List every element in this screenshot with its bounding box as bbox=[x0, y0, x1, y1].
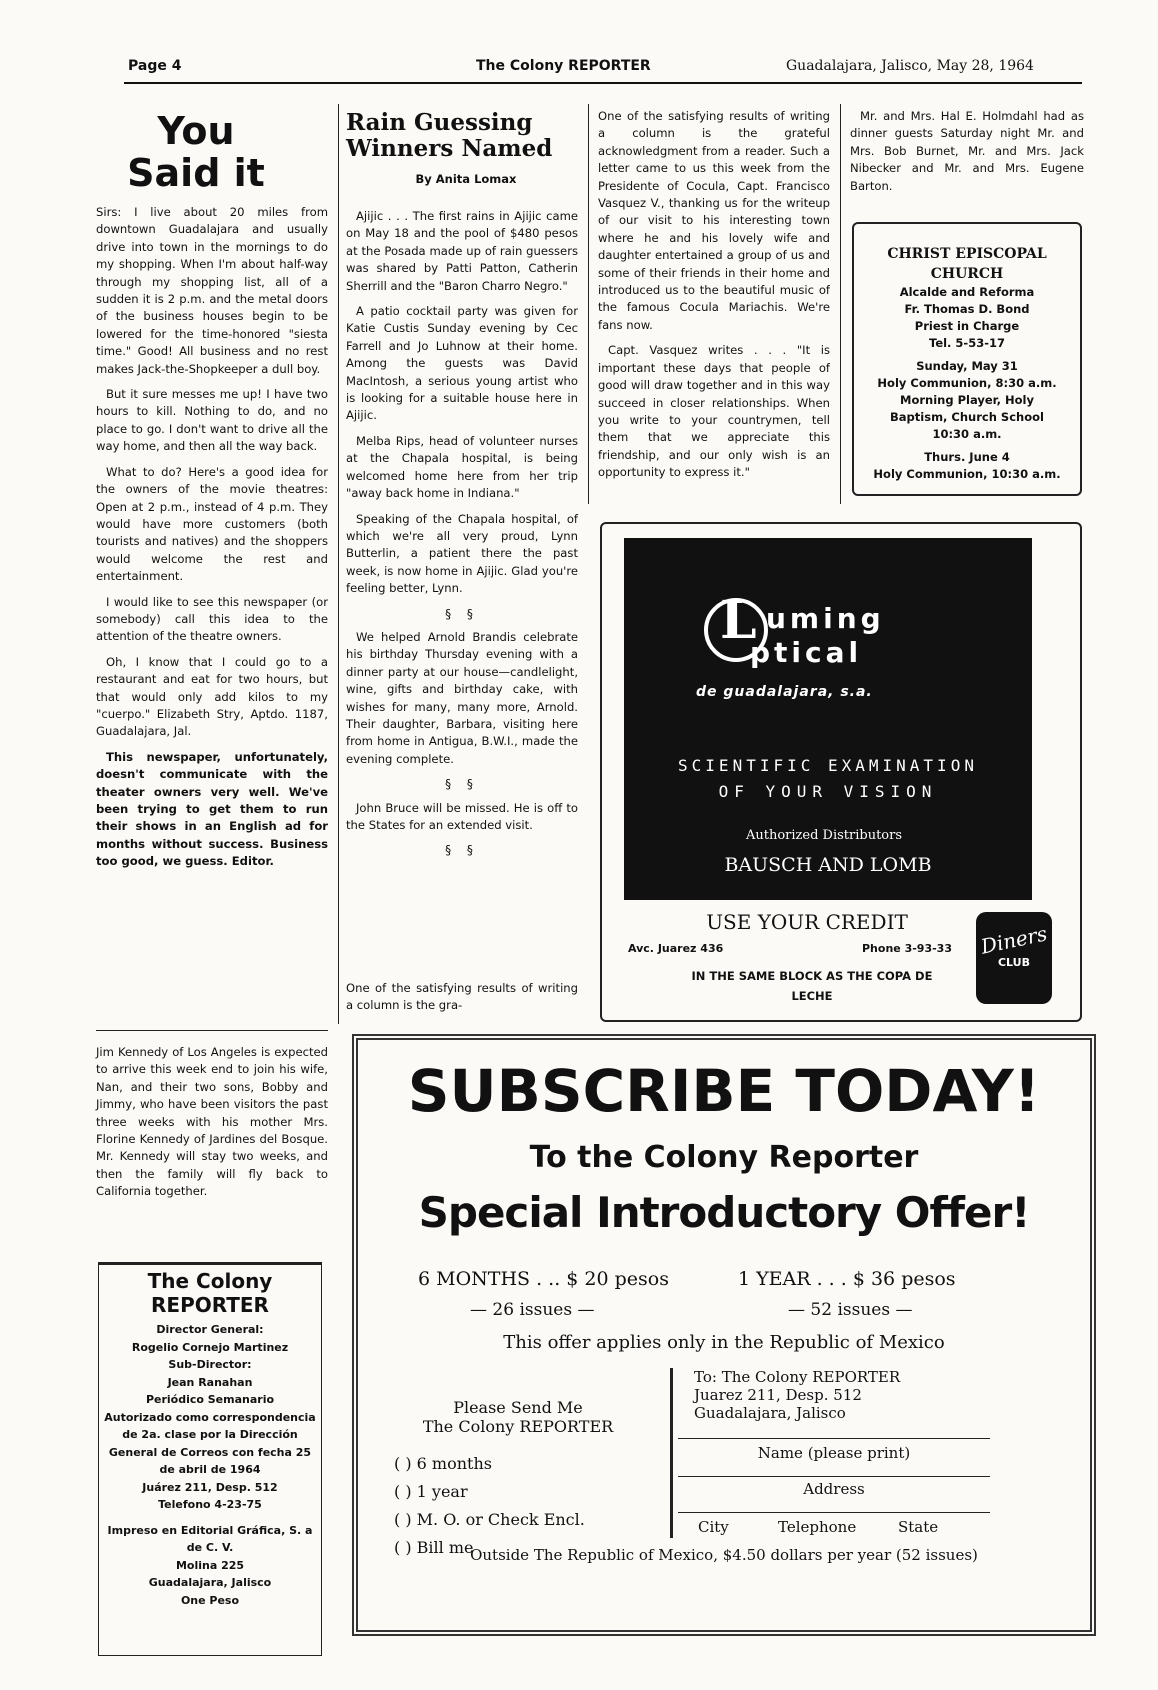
diners-text: Diners bbox=[978, 921, 1050, 959]
offer-applies: This offer applies only in the Republic of Mexico bbox=[503, 1332, 945, 1353]
ad-address: Avc. Juarez 436 bbox=[628, 942, 724, 955]
authorized: Authorized Distributors bbox=[745, 828, 903, 843]
column-rule bbox=[338, 104, 339, 1024]
church-service3: Holy Communion, 10:30 a.m. bbox=[873, 467, 1061, 481]
rain-p5: We helped Arnold Brandis celebrate his birthday Thursday evening with a dinner party at our house—candlelight, wine, gifts and birthday cake, with wishes for many, many more, Arnold. Their daughter, Barbara, visiting here from home in Antigua, B.W.I., made the evening complete. bbox=[346, 629, 578, 766]
masthead-line: Periódico Semanario bbox=[145, 1393, 275, 1406]
rain-p8: Capt. Vasquez writes . . . "It is important these days that people of good will draw together and in this way succeed in closer relationships. When you write to your countrymen, tell them that we appreciate this friendship, and our only wish is an opportunity to express it." bbox=[598, 343, 830, 480]
paper-name: The Colony REPORTER bbox=[476, 58, 651, 74]
rain-column-continued bbox=[346, 980, 578, 1016]
masthead-line: Autorizado como correspondencia de 2a. clase por la Dirección General de Correos con fecha 25 de abril de 1964 bbox=[104, 1410, 316, 1476]
column-rule bbox=[840, 104, 841, 504]
subscribe-box bbox=[352, 1034, 1096, 1636]
rain-byline: By Anita Lomax bbox=[415, 172, 517, 186]
rain-p4: Speaking of the Chapala hospital, of which we're all very proud, Lynn Butterlin, a patient there the past week, is now home in Ajijic. Glad you're feeling better, Lynn. bbox=[346, 511, 578, 596]
optical-ad-black-panel bbox=[624, 538, 1032, 900]
masthead-line: Impreso en Editorial Gráfica, S. a de C. V. bbox=[107, 1523, 313, 1554]
send-line1: Please Send Me bbox=[453, 1398, 583, 1417]
rain-p6: John Bruce will be missed. He is off to the States for an extended visit. bbox=[346, 800, 578, 832]
special-offer: Special Introductory Offer! bbox=[418, 1188, 1030, 1237]
outside-mexico: Outside The Republic of Mexico, $4.50 dollars per year (52 issues) bbox=[470, 1546, 978, 1564]
to-line1: To: The Colony REPORTER bbox=[694, 1368, 901, 1386]
masthead-box bbox=[98, 1262, 322, 1656]
church-role: Priest in Charge bbox=[914, 319, 1020, 333]
to-line2: Juarez 211, Desp. 512 bbox=[694, 1386, 862, 1404]
church-address: Alcalde and Reforma bbox=[899, 285, 1035, 299]
title-line2: Said it bbox=[127, 151, 265, 195]
rain-p2: A patio cocktail party was given for Katie Custis Sunday evening by Cec Farrell and Jo Luhnow at their home. Among the guests was David MacIntosh, a serious young artist who is looking for a suitable house here in Ajijic. bbox=[346, 304, 578, 423]
title-line1: You bbox=[157, 109, 235, 153]
masthead-line: One Peso bbox=[180, 1593, 240, 1607]
issues-26: — 26 issues — bbox=[470, 1300, 595, 1320]
letter-p4: I would like to see this newspaper (or somebody) call this idea to the attention of the theatre owners. bbox=[96, 594, 328, 644]
letter-p1: Sirs: I live about 20 miles from downtown Guadalajara and usually drive into town in the mornings to do my shopping. When I'm about half-way through my shopping list, all of a sudden it is 2 p.m. and the metal doors of the business houses begin to be lowered for the time-honored "siesta time." Good! All business and no rest makes Jack-the-Shopkeeper a dull boy. bbox=[96, 205, 328, 376]
brand: BAUSCH AND LOMB bbox=[724, 854, 932, 876]
church-service1: Holy Communion, 8:30 a.m. bbox=[877, 376, 1057, 390]
option-1-year[interactable]: ( ) 1 year bbox=[394, 1482, 468, 1501]
masthead-line: Director General: bbox=[156, 1323, 264, 1336]
issues-52: — 52 issues — bbox=[788, 1300, 913, 1320]
to-line3: Guadalajara, Jalisco bbox=[694, 1404, 846, 1422]
dateline: Guadalajara, Jalisco, May 28, 1964 bbox=[786, 58, 1034, 74]
logo-subtitle: de guadalajara, s.a. bbox=[696, 684, 873, 700]
city-label: City bbox=[698, 1518, 729, 1536]
column-rule bbox=[588, 104, 589, 504]
address-line[interactable] bbox=[678, 1476, 990, 1477]
rain-article bbox=[346, 110, 586, 204]
church-name2: CHURCH bbox=[930, 266, 1004, 282]
ad-phone: Phone 3-93-33 bbox=[862, 942, 952, 955]
address-label: Address bbox=[803, 1480, 865, 1498]
header-rule bbox=[124, 82, 1082, 84]
masthead-line: Molina 225 bbox=[175, 1558, 245, 1572]
holmdahl-text: Mr. and Mrs. Hal E. Holmdahl had as dinner guests Saturday night Mr. and Mrs. Bob Burnet, Mr. and Mrs. Jack Nibecker and Mr. and Mrs. Eugene Barton. bbox=[850, 109, 1084, 193]
masthead-line: Rogelio Cornejo Martinez bbox=[131, 1340, 289, 1354]
church-tel: Tel. 5-53-17 bbox=[929, 336, 1005, 350]
letter-p3: What to do? Here's a good idea for the owners of the movie theatres: Open at 2 p.m., instead of 4 p.m. They would have more customers (both tourists and natives) and the shoppers would welcome the rest and entertainment. bbox=[96, 464, 328, 584]
church-listing bbox=[854, 224, 1080, 483]
column-divider bbox=[96, 1030, 328, 1031]
letter-p5: Oh, I know that I could go to a restaurant and eat for two hours, but that would only add kilos to my "cuerpo." Elizabeth Stry, Aptdo. 1187, Guadalajara, Jal. bbox=[96, 654, 328, 739]
telephone-label: Telephone bbox=[778, 1518, 857, 1536]
church-box bbox=[852, 222, 1082, 496]
page-number: Page 4 bbox=[128, 58, 182, 74]
city-line[interactable] bbox=[678, 1512, 990, 1513]
masthead-line: Guadalajara, Jalisco bbox=[148, 1576, 272, 1589]
option-check[interactable]: ( ) M. O. or Check Encl. bbox=[394, 1510, 585, 1529]
tagline1: SCIENTIFIC EXAMINATION bbox=[678, 756, 978, 775]
optical-ad bbox=[600, 522, 1082, 1022]
you-said-it-title bbox=[96, 110, 296, 194]
masthead-line: Jean Ranahan bbox=[167, 1375, 253, 1389]
church-date1: Sunday, May 31 bbox=[916, 359, 1018, 373]
name-line[interactable] bbox=[678, 1438, 990, 1439]
logo-l-glyph: L bbox=[720, 590, 757, 651]
rain-p7-start: One of the satisfying results of writing a column is the gra- bbox=[346, 981, 578, 1013]
you-said-it-column bbox=[96, 204, 328, 879]
section-separator: § § bbox=[445, 606, 479, 621]
ad-location-line1: IN THE SAME BLOCK AS THE COPA DE bbox=[691, 969, 933, 983]
use-credit: USE YOUR CREDIT bbox=[706, 910, 908, 934]
church-date2: Thurs. June 4 bbox=[924, 450, 1010, 464]
tagline2: OF YOUR VISION bbox=[718, 782, 938, 801]
subscribe-subtitle: To the Colony Reporter bbox=[529, 1140, 919, 1175]
subscribe-title: SUBSCRIBE TODAY! bbox=[407, 1057, 1041, 1125]
church-priest: Fr. Thomas D. Bond bbox=[904, 302, 1030, 316]
ad-location bbox=[622, 966, 1002, 1006]
rain-p7: One of the satisfying results of writing a column is the grateful acknowledgment from a reader. Such a letter came to us this week from the Presidente of Cocula, Capt. Francisco Vasquez V., thanking us for the writeup of our visit to his interesting town where he and his lovely wife and daughter entertained a group of us and some of their friends in their home and introduced us to the beautiful music of the famous Cocula Mariachis. We're fans now. bbox=[598, 109, 830, 332]
church-service2: Morning Player, Holy Baptism, Church School bbox=[890, 393, 1044, 424]
club-text: CLUB bbox=[997, 956, 1030, 969]
section-separator: § § bbox=[445, 843, 479, 858]
price-1-year: 1 YEAR . . . $ 36 pesos bbox=[738, 1268, 956, 1290]
kennedy-item bbox=[96, 1044, 328, 1209]
send-line2: The Colony REPORTER bbox=[422, 1417, 614, 1436]
diners-club-logo bbox=[976, 912, 1052, 1004]
church-name: CHRIST EPISCOPAL bbox=[887, 246, 1047, 262]
letter-p2: But it sure messes me up! I have two hours to kill. Nothing to do, and no place to go. I don't want to drive all the way home, and then all the way back. bbox=[96, 387, 328, 454]
option-bill[interactable]: ( ) Bill me bbox=[394, 1538, 474, 1557]
masthead-line: Juárez 211, Desp. 512 bbox=[142, 1480, 278, 1494]
kennedy-text: Jim Kennedy of Los Angeles is expected to arrive this week end to join his wife, Nan, and their two sons, Bobby and Jimmy, who have been visitors the past three weeks with his mother Mrs. Florine Kennedy of Jardines del Bosque. Mr. Kennedy will stay two weeks, and then the family will fly back to California together. bbox=[96, 1045, 328, 1199]
church-time2: 10:30 a.m. bbox=[932, 427, 1002, 441]
mail-to bbox=[694, 1368, 900, 1422]
name-label: Name (please print) bbox=[757, 1444, 911, 1462]
please-send bbox=[418, 1398, 618, 1436]
masthead-lines bbox=[99, 1317, 321, 1613]
price-6-months: 6 MONTHS . .. $ 20 pesos bbox=[418, 1268, 669, 1290]
masthead-title: The Colony REPORTER bbox=[147, 1269, 273, 1317]
logo-text1: uming bbox=[766, 602, 885, 635]
logo-text2: ptical bbox=[750, 636, 863, 669]
masthead-line: Telefono 4-23-75 bbox=[158, 1498, 262, 1511]
holmdahl-item bbox=[850, 108, 1084, 203]
rain-headline: Rain Guessing Winners Named bbox=[346, 109, 553, 162]
form-divider bbox=[670, 1368, 673, 1538]
state-label: State bbox=[898, 1518, 939, 1536]
editor-note: This newspaper, unfortunately, doesn't communicate with the theater owners very well. We've been trying to get them to run their shows in an English ad for months without success. Business too good, we guess. Editor. bbox=[96, 749, 328, 869]
section-separator: § § bbox=[445, 777, 479, 792]
rain-p3: Melba Rips, head of volunteer nurses at the Chapala hospital, is being welcomed home here from her trip "away back home in Indiana." bbox=[346, 433, 578, 501]
masthead-line: Sub-Director: bbox=[168, 1358, 252, 1371]
option-6-months[interactable]: ( ) 6 months bbox=[394, 1454, 492, 1473]
ad-location-line2: LECHE bbox=[791, 989, 833, 1003]
rain-column bbox=[346, 208, 578, 866]
rain-p1: Ajijic . . . The first rains in Ajijic came on May 18 and the pool of $480 pesos at the Posada made up of rain guessers was shared by Patti Patton, Catherin Sherrill and the "Baron Charro Negro." bbox=[346, 209, 578, 293]
rain-continued bbox=[598, 108, 830, 508]
